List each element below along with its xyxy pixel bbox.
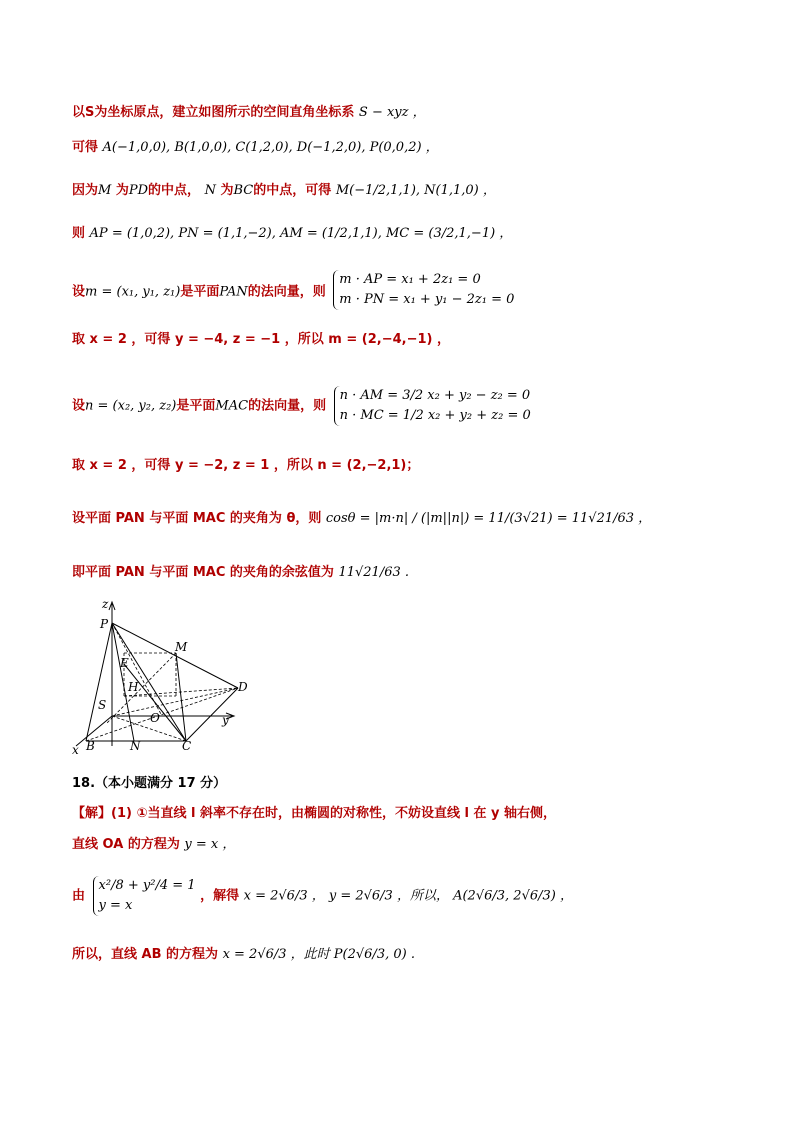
line-8: 取 x = 2 ，可得 y = −2, z = 1 ，所以 n = (2,−2,1)； (72, 458, 420, 473)
line-6: 取 x = 2 ，可得 y = −4, z = −1 ，所以 m = (2,−4,−1) ， (72, 332, 450, 347)
dash-sc (112, 716, 186, 741)
label-n: N (130, 739, 141, 753)
label-z: z (102, 597, 109, 611)
math-cos-theta: cosθ = |m·n| / (|m||n|) = 11/(3√21) = 11√21/63 ， (325, 511, 652, 526)
line-5: 设m = (x₁, y₁, z₁)是平面PAN的法向量，则 m · AP = x₁ + 2z₁ = 0 m · PN = x₁ + y₁ − 2z₁ = 0 (72, 272, 514, 312)
math-answer: 11√21/63 . (338, 565, 410, 580)
edge-pd (112, 623, 238, 688)
label-e: E (120, 656, 129, 670)
label-h: H (128, 680, 139, 694)
q18-line-3: 由 x²/8 + y²/4 = 1 y = x ，解得 x = 2√6/3 ， y = 2√6/3 ，所以， A(2√6/3, 2√6/3) ， (72, 876, 573, 916)
math-m-n-coords: M(−1/2,1,1), N(1,1,0) ， (335, 183, 496, 198)
equation-system-m: m · AP = x₁ + 2z₁ = 0 m · PN = x₁ + y₁ − 2z₁ = 0 (333, 270, 514, 310)
line-2: 可得 A(−1,0,0), B(1,0,0), C(1,2,0), D(−1,2,0), P(0,0,2) ， (72, 140, 439, 155)
line-3: 因为M 为PD的中点， N 为BC的中点，可得 M(−1/2,1,1), N(1,1,0) ， (72, 183, 496, 198)
label-m: M (175, 640, 188, 654)
label-d: D (238, 680, 248, 694)
q18-line-4: 所以，直线 AB 的方程为 x = 2√6/3 ，此时 P(2√6/3, 0) . (72, 947, 415, 962)
line-10: 即平面 PAN 与平面 MAC 的夹角的余弦值为 11√21/63 . (72, 565, 410, 580)
label-c: C (182, 739, 192, 753)
label-p: P (100, 617, 109, 631)
line-7: 设n = (x₂, y₂, z₂)是平面MAC的法向量，则 n · AM = 3/2 x₂ + y₂ − z₂ = 0 n · MC = 1/2 x₂ + y₂ + z₂ = 0 (72, 386, 531, 426)
label-b: B (86, 739, 95, 753)
label-s: S (98, 698, 107, 712)
label-o: O (150, 711, 160, 725)
q18-line-1: 【解】(1) ①当直线 l 斜率不存在时，由椭圆的对称性，不妨设直线 l 在 y 轴右侧， (72, 806, 557, 821)
line-9: 设平面 PAN 与平面 MAC 的夹角为 θ，则 cosθ = |m·n| / (|m||n|) = 11/(3√21) = 11√21/63 ， (72, 511, 652, 526)
q18-line-2: 直线 OA 的方程为 y = x ， (72, 837, 236, 852)
pyramid-figure (66, 596, 266, 756)
q18-heading: 18.（本小题满分 17 分） (72, 776, 227, 791)
dash-ma (106, 653, 176, 724)
line-1: 以S为坐标原点，建立如图所示的空间直角坐标系 S − xyz ， (72, 105, 426, 120)
math-vectors: AP = (1,0,2), PN = (1,1,−2), AM = (1/2,1,1), MC = (3/2,1,−1) ， (89, 226, 513, 241)
label-x: x (72, 743, 79, 756)
equation-system-ellipse: x²/8 + y²/4 = 1 y = x (93, 876, 196, 916)
equation-system-n: n · AM = 3/2 x₂ + y₂ − z₂ = 0 n · MC = 1/2 x₂ + y₂ + z₂ = 0 (334, 386, 531, 426)
label-y: y (222, 713, 229, 727)
line-4: 则 AP = (1,0,2), PN = (1,1,−2), AM = (1/2,1,1), MC = (3/2,1,−1) ， (72, 226, 513, 241)
edge-pb (86, 623, 112, 741)
